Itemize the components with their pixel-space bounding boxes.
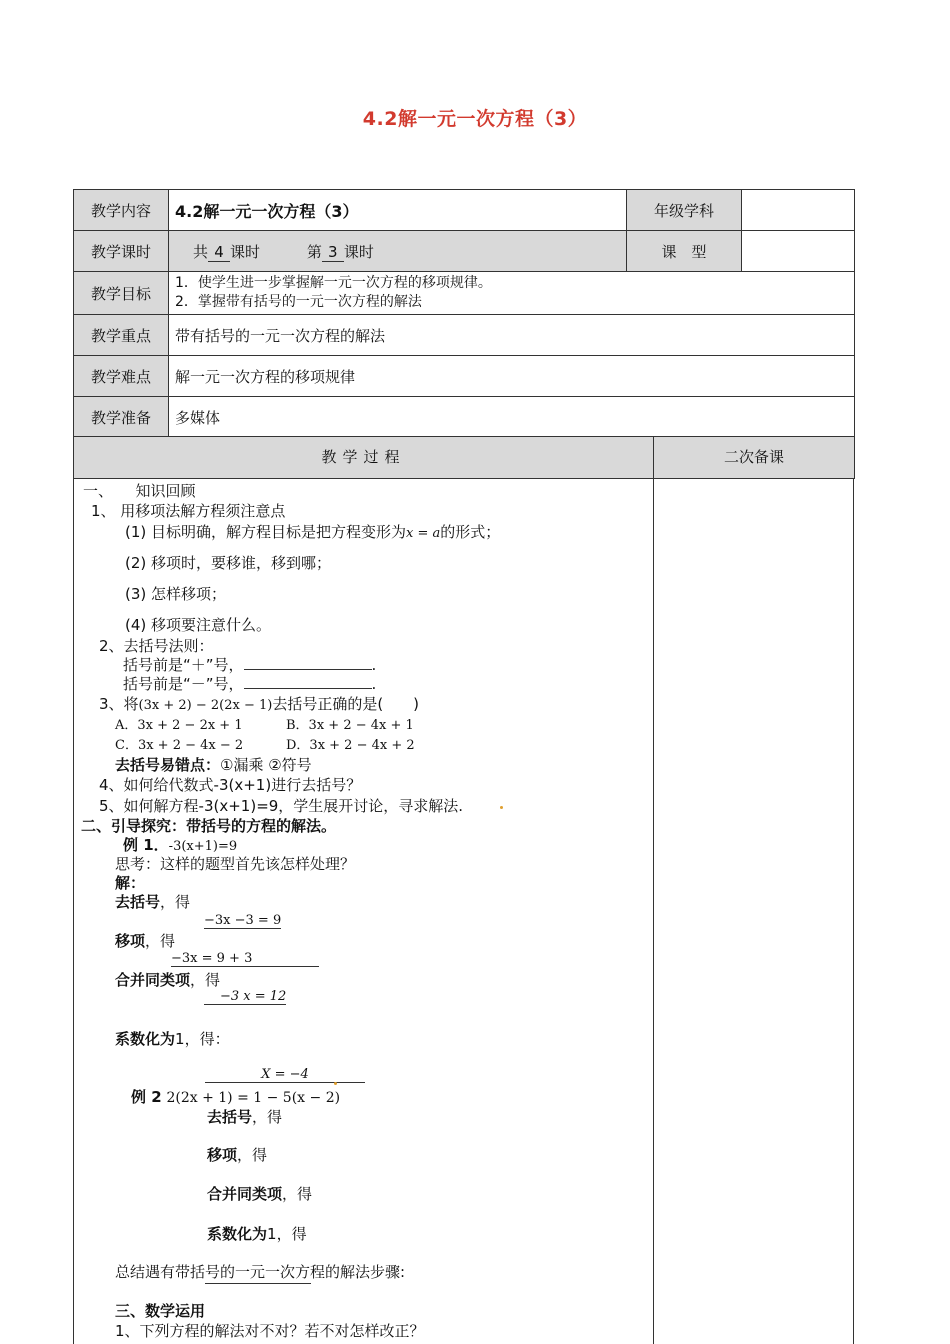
step-1-result: −3x −3 = 9 [204,913,282,928]
key-label: 教学重点 [74,315,169,356]
goal-1: 1．使学生进一步掌握解一元一次方程的移项规律。 [175,275,492,291]
q1-answer-3: (3) 怎样移项； [125,585,227,603]
hours-total-post: 课时 [230,242,261,261]
q3-option-a: A．3x + 2 − 2x + 1 [115,718,243,733]
second-prep-title: 二次备课 [653,436,855,479]
s3-q1: 1、下列方程的解法对不对？若不对怎样改正？ [115,1322,425,1340]
step-4-result: X = −4 [205,1067,365,1083]
ex2-step-3: 合并同类项，得 [207,1185,313,1203]
q2-text: 2、去括号法则： [99,637,214,655]
example-1-think: 思考：这样的题型首先该怎样处理？ [115,855,356,873]
ex2-step-2: 移项，得 [207,1146,268,1164]
hours-label: 教学课时 [74,231,169,272]
step-1: 去括号，得 [115,893,191,911]
section-3-title: 三、数学运用 [115,1302,206,1320]
grade-label: 年级学科 [627,190,742,231]
difficulty-label: 教学难点 [74,356,169,397]
q3-option-b: B．3x + 2 − 4x + 1 [286,718,414,733]
q2-minus: 括号前是“－”号， . [123,675,377,693]
goal-label: 教学目标 [74,272,169,315]
grade-value [742,190,855,231]
content-value: 4.2解一元一次方程（3） [169,190,627,231]
q1-text: 1、 用移项法解方程须注意点 [91,502,286,520]
summary-text: 总结遇有带括号的一元一次方程的解法步骤: [115,1263,406,1281]
prep-label: 教学准备 [74,397,169,438]
q5-text: 5、如何解方程-3(x+1)=9，学生展开讨论，寻求解法. [99,797,464,815]
step-3: 合并同类项，得 [115,971,221,989]
hours-total: 4 [208,243,230,262]
type-value [742,231,855,272]
difficulty-value: 解一元一次方程的移项规律 [169,356,855,397]
hours-value [169,231,627,272]
page-title: 4.2解一元一次方程（3） [362,108,588,130]
type-label: 课 型 [627,231,742,272]
q1-answer-1: (1) 目标明确，解方程目标是把方程变形为x = a的形式； [125,523,501,541]
ex2-step-1: 去括号，得 [207,1108,283,1126]
hours-nth-post: 课时 [343,242,374,261]
content-label: 教学内容 [74,190,169,231]
section-2-title: 二、引导探究：带括号的方程的解法。 [81,817,337,835]
ex2-step-4: 系数化为1，得 [207,1225,307,1243]
process-body [73,478,854,1344]
example-2: 例 2 2(2x + 1) = 1 − 5(x − 2) [131,1088,341,1106]
prep-value: 多媒体 [169,397,855,438]
step-3-result: −3 x = 12 [204,989,286,1005]
hours-nth-pre: 第 [306,242,322,261]
process-title: 教学过程 [73,436,654,479]
q3-option-c: C．3x + 2 − 4x − 2 [115,738,244,753]
goal-value [169,272,855,315]
example-1: 例 1．-3(x+1)=9 [123,836,238,854]
q1-answer-2: (2) 移项时，要移谁，移到哪； [125,554,332,572]
q1-answer-4: (4) 移项要注意什么。 [125,616,272,634]
q3-text: 3、将(3x + 2) − 2(2x − 1)去括号正确的是( ) [99,695,420,713]
step-4: 系数化为1，得： [115,1030,230,1048]
q3-option-d: D．3x + 2 − 4x + 2 [286,738,415,753]
step-2: 移项，得 [115,932,176,950]
q2-plus: 括号前是“＋”号， . [123,656,377,674]
step-2-result: −3x = 9 + 3 [171,951,319,967]
hours-total-pre: 共 [193,242,209,261]
solve-label: 解： [115,874,146,892]
section-1-title: 一、 知识回顾 [83,482,196,500]
process-header [73,436,854,478]
hours-nth: 3 [322,243,344,262]
goal-2: 2．掌握带有括号的一元一次方程的解法 [175,294,422,310]
error-points: 去括号易错点：①漏乘 ②符号 [115,756,312,774]
q4-text: 4、如何给代数式-3(x+1)进行去括号？ [99,776,362,794]
lesson-info-table [73,189,855,438]
key-value: 带有括号的一元一次方程的解法 [169,315,855,356]
